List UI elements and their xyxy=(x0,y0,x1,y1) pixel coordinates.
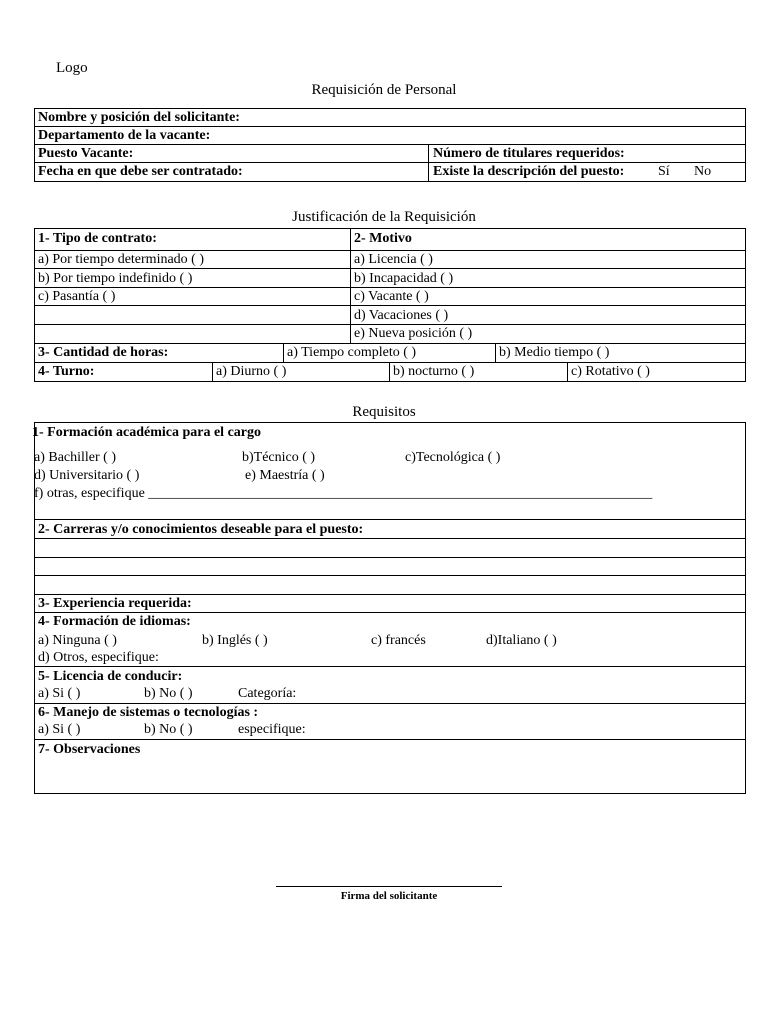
horas-medio-option[interactable]: b) Medio tiempo ( ) xyxy=(499,345,610,360)
justificacion-title: Justificación de la Requisición xyxy=(292,209,476,225)
formacion-otras-field[interactable]: f) otras, especifique ________________________________________________________________________ xyxy=(34,486,653,501)
carreras-label: 2- Carreras y/o conocimientos deseable para el puesto: xyxy=(38,522,364,537)
formacion-tecnico-option[interactable]: b)Técnico ( ) xyxy=(242,450,316,465)
motivo-vacaciones-option[interactable]: d) Vacaciones ( ) xyxy=(354,308,449,323)
carreras-line-1[interactable] xyxy=(35,539,745,556)
turno-rotativo-option[interactable]: c) Rotativo ( ) xyxy=(571,364,650,379)
puesto-label: Puesto Vacante: xyxy=(38,146,134,161)
sistemas-label: 6- Manejo de sistemas o tecnologías : xyxy=(38,705,259,720)
motivo-incapacidad-option[interactable]: b) Incapacidad ( ) xyxy=(354,271,454,286)
sistemas-no-option[interactable]: b) No ( ) xyxy=(144,722,193,737)
contrato-pasantia-option[interactable]: c) Pasantía ( ) xyxy=(38,289,116,304)
signature-line[interactable] xyxy=(276,886,502,887)
page-title: Requisición de Personal xyxy=(311,82,457,98)
formacion-maestria-option[interactable]: e) Maestría ( ) xyxy=(245,468,325,483)
departamento-label: Departamento de la vacante: xyxy=(38,128,211,143)
formacion-universitario-option[interactable]: d) Universitario ( ) xyxy=(34,468,140,483)
sistemas-especifique-field[interactable]: especifique: xyxy=(238,722,306,737)
motivo-label: 2- Motivo xyxy=(354,231,412,246)
turno-label: 4- Turno: xyxy=(38,364,95,379)
signature-label: Firma del solicitante xyxy=(340,890,438,902)
requisitos-title: Requisitos xyxy=(352,404,416,420)
turno-diurno-option[interactable]: a) Diurno ( ) xyxy=(216,364,287,379)
contrato-determinado-option[interactable]: a) Por tiempo determinado ( ) xyxy=(38,252,205,267)
turno-nocturno-option[interactable]: b) nocturno ( ) xyxy=(393,364,475,379)
observaciones-area[interactable] xyxy=(35,760,745,792)
descripcion-label: Existe la descripción del puesto: xyxy=(433,164,625,179)
descripcion-si-option[interactable]: Sí xyxy=(658,164,670,179)
logo-placeholder: Logo xyxy=(56,60,88,76)
formacion-label: 1- Formación académica para el cargo xyxy=(32,425,261,440)
horas-label: 3- Cantidad de horas: xyxy=(38,345,169,360)
motivo-nueva-posicion-option[interactable]: e) Nueva posición ( ) xyxy=(354,326,473,341)
tipo-contrato-label: 1- Tipo de contrato: xyxy=(38,231,157,246)
idioma-otros-field[interactable]: d) Otros, especifique: xyxy=(38,650,159,665)
titulares-label: Número de titulares requeridos: xyxy=(433,146,625,161)
idiomas-label: 4- Formación de idiomas: xyxy=(38,614,191,629)
idioma-ninguna-option[interactable]: a) Ninguna ( ) xyxy=(38,633,117,648)
formacion-tecnologica-option[interactable]: c)Tecnológica ( ) xyxy=(405,450,501,465)
licencia-categoria-field[interactable]: Categoría: xyxy=(238,686,297,701)
licencia-si-option[interactable]: a) Si ( ) xyxy=(38,686,81,701)
solicitante-label: Nombre y posición del solicitante: xyxy=(38,110,240,125)
licencia-no-option[interactable]: b) No ( ) xyxy=(144,686,193,701)
idioma-frances-option[interactable]: c) francés xyxy=(371,633,426,648)
licencia-label: 5- Licencia de conducir: xyxy=(38,669,183,684)
experiencia-label: 3- Experiencia requerida: xyxy=(38,596,192,611)
fecha-label: Fecha en que debe ser contratado: xyxy=(38,164,243,179)
observaciones-label: 7- Observaciones xyxy=(38,742,141,757)
motivo-licencia-option[interactable]: a) Licencia ( ) xyxy=(354,252,433,267)
idioma-italiano-option[interactable]: d)Italiano ( ) xyxy=(486,633,557,648)
formacion-bachiller-option[interactable]: a) Bachiller ( ) xyxy=(34,450,117,465)
contrato-indefinido-option[interactable]: b) Por tiempo indefinido ( ) xyxy=(38,271,193,286)
carreras-line-2[interactable] xyxy=(35,558,745,574)
descripcion-no-option[interactable]: No xyxy=(694,164,712,179)
carreras-line-3[interactable] xyxy=(35,576,745,593)
sistemas-si-option[interactable]: a) Si ( ) xyxy=(38,722,81,737)
idioma-ingles-option[interactable]: b) Inglés ( ) xyxy=(202,633,268,648)
motivo-vacante-option[interactable]: c) Vacante ( ) xyxy=(354,289,429,304)
horas-completo-option[interactable]: a) Tiempo completo ( ) xyxy=(287,345,417,360)
